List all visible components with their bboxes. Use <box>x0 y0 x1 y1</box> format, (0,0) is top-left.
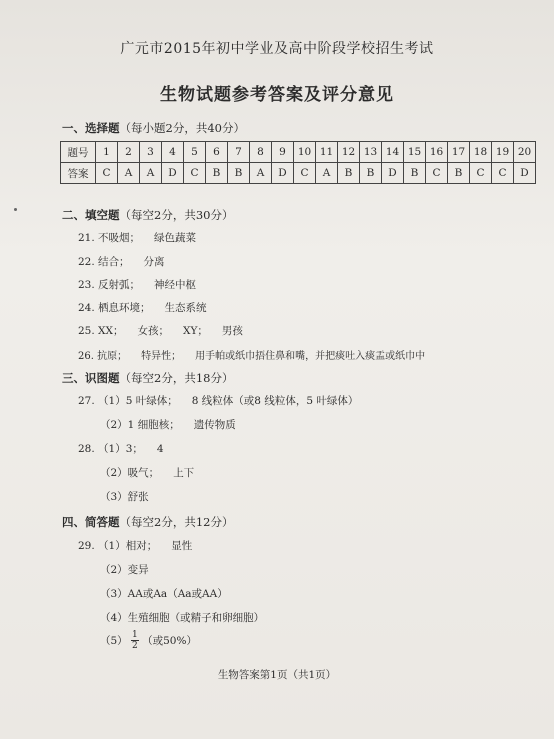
table-cell-answer: B <box>448 163 470 184</box>
table-cell-number: 14 <box>382 142 404 163</box>
answer-text: 绿色蔬菜 <box>154 232 197 244</box>
table-cell-answer: B <box>228 163 250 184</box>
answer-28-2 <box>100 465 194 480</box>
table-cell-answer: B <box>206 163 228 184</box>
table-cell-answer: D <box>162 163 184 184</box>
section-4-note: （每空2分，共12分） <box>119 515 234 529</box>
fraction-denominator: 2 <box>132 641 138 651</box>
answer-text: 显性 <box>171 540 193 552</box>
section-1-note: （每小题2分，共40分） <box>119 121 245 135</box>
answer-text: 线粒体，5 <box>264 395 314 407</box>
question-number: 27. <box>78 395 95 407</box>
table-cell-answer: C <box>426 163 448 184</box>
table-cell-number: 7 <box>228 142 250 163</box>
answer-text: 特异性； <box>141 351 182 362</box>
answer-22 <box>78 254 165 269</box>
answer-23 <box>78 277 196 292</box>
answer-29-1 <box>78 538 192 553</box>
table-cell-answer: D <box>382 163 404 184</box>
table-cell-answer: C <box>492 163 514 184</box>
answer-text: （2）1 <box>100 419 135 431</box>
table-cell-number: 12 <box>338 142 360 163</box>
table-cell-answer: D <box>272 163 294 184</box>
table-cell-number: 10 <box>294 142 316 163</box>
answer-24 <box>78 300 207 315</box>
answer-29-2 <box>100 562 149 577</box>
table-cell-number: 9 <box>272 142 294 163</box>
answer-text: 神经中枢 <box>154 279 197 291</box>
question-number: 24. <box>78 302 95 314</box>
table-cell-answer: C <box>184 163 206 184</box>
section-4-title: 四、简答题 <box>62 515 120 529</box>
table-cell-number: 4 <box>162 142 184 163</box>
table-cell-number: 13 <box>360 142 382 163</box>
answer-text: 线粒体（或8 <box>201 395 261 407</box>
choice-answer-table <box>60 141 536 184</box>
question-number: 22. <box>78 256 95 268</box>
answer-text: 用手帕或纸巾捂住鼻和嘴，并把痰吐入痰盂或纸巾中 <box>195 351 426 362</box>
answer-text: （1）3； <box>98 443 143 455</box>
question-number: 25. <box>78 325 95 337</box>
answer-text: 生态系统 <box>164 302 207 314</box>
answer-29-3 <box>100 586 228 601</box>
section-3-title: 三、识图题 <box>62 371 120 385</box>
answer-29-5 <box>100 630 197 651</box>
table-cell-number: 1 <box>96 142 118 163</box>
answer-text: XX； <box>98 325 124 337</box>
answer-text: 8 <box>191 395 199 407</box>
answer-text: 抗原； <box>97 351 128 362</box>
answer-text: （3）舒张 <box>100 491 149 503</box>
exam-title: 广元市2015年初中学业及高中阶段学校招生考试 <box>120 41 434 57</box>
answer-28-3 <box>100 489 149 504</box>
answer-text: 女孩； <box>137 325 169 337</box>
answer-29-4 <box>100 610 264 625</box>
answer-25 <box>78 323 243 338</box>
section-1-heading <box>62 120 245 136</box>
table-cell-answer: A <box>140 163 162 184</box>
row-label-answer: 答案 <box>61 163 96 184</box>
answer-text: （3）AA或Aa（Aa或AA） <box>100 588 228 600</box>
answer-text: 结合； <box>98 256 130 268</box>
question-number: 28. <box>78 443 95 455</box>
table-cell-answer: C <box>294 163 316 184</box>
table-cell-number: 16 <box>426 142 448 163</box>
answer-21 <box>78 230 196 245</box>
section-2-heading <box>62 207 233 223</box>
answer-28-1 <box>78 441 164 456</box>
table-cell-number: 19 <box>492 142 514 163</box>
page-footer: 生物答案第1页（共1页） <box>217 669 337 681</box>
answer-text: （5） <box>100 635 128 647</box>
section-2-note: （每空2分，共30分） <box>119 208 234 222</box>
question-number: 23. <box>78 279 95 291</box>
answer-text: XY； <box>183 325 208 337</box>
section-4-heading <box>62 514 233 530</box>
answer-text: （4）生殖细胞（或精子和卵细胞） <box>100 612 265 624</box>
table-cell-answer: A <box>250 163 272 184</box>
table-cell-answer: C <box>470 163 492 184</box>
table-cell-answer: B <box>404 163 426 184</box>
fraction-numerator: 1 <box>132 630 138 640</box>
scan-speck <box>14 208 17 211</box>
table-cell-number: 6 <box>206 142 228 163</box>
answer-text: （1）5 <box>98 395 133 407</box>
table-cell-number: 15 <box>404 142 426 163</box>
table-cell-answer: B <box>338 163 360 184</box>
section-2-title: 二、填空题 <box>62 208 120 222</box>
table-cell-answer: D <box>514 163 536 184</box>
answer-text: 上下 <box>173 467 195 479</box>
answer-27-2 <box>100 417 236 432</box>
section-1-title: 一、选择题 <box>62 121 120 135</box>
answer-key-title: 生物试题参考答案及评分意见 <box>160 85 394 105</box>
answer-text: 细胞核； <box>137 419 180 431</box>
table-cell-answer: B <box>360 163 382 184</box>
table-cell-number: 2 <box>118 142 140 163</box>
question-number: 26. <box>78 351 94 362</box>
fraction-one-half <box>131 630 139 651</box>
answer-27-1 <box>78 393 358 408</box>
answer-text: （或50%） <box>142 635 197 647</box>
answer-text: 反射弧； <box>98 279 141 291</box>
table-cell-answer: C <box>96 163 118 184</box>
answer-text: （2）吸气； <box>100 467 160 479</box>
table-cell-number: 11 <box>316 142 338 163</box>
question-number: 29. <box>78 540 95 552</box>
answer-text: 遗传物质 <box>193 419 236 431</box>
answer-text: 男孩 <box>221 325 243 337</box>
table-cell-number: 17 <box>448 142 470 163</box>
answer-text: 叶绿体） <box>316 395 359 407</box>
answer-text: 栖息环境； <box>98 302 151 314</box>
row-label-number: 题号 <box>61 142 96 163</box>
answer-text: 分离 <box>143 256 165 268</box>
table-cell-number: 20 <box>514 142 536 163</box>
section-3-note: （每空2分，共18分） <box>119 371 234 385</box>
answer-text: （1）相对； <box>98 540 158 552</box>
table-cell-number: 5 <box>184 142 206 163</box>
answer-text: （2）变异 <box>100 564 149 576</box>
answer-text: 4 <box>156 443 164 455</box>
answer-26 <box>78 347 425 362</box>
table-row-numbers <box>61 142 536 163</box>
question-number: 21. <box>78 232 95 244</box>
table-cell-answer: A <box>316 163 338 184</box>
table-row-answers <box>61 163 536 184</box>
answer-text: 叶绿体； <box>135 395 178 407</box>
table-cell-number: 18 <box>470 142 492 163</box>
table-cell-number: 3 <box>140 142 162 163</box>
table-cell-number: 8 <box>250 142 272 163</box>
answer-text: 不吸烟； <box>98 232 141 244</box>
table-cell-answer: A <box>118 163 140 184</box>
section-3-heading <box>62 370 233 386</box>
